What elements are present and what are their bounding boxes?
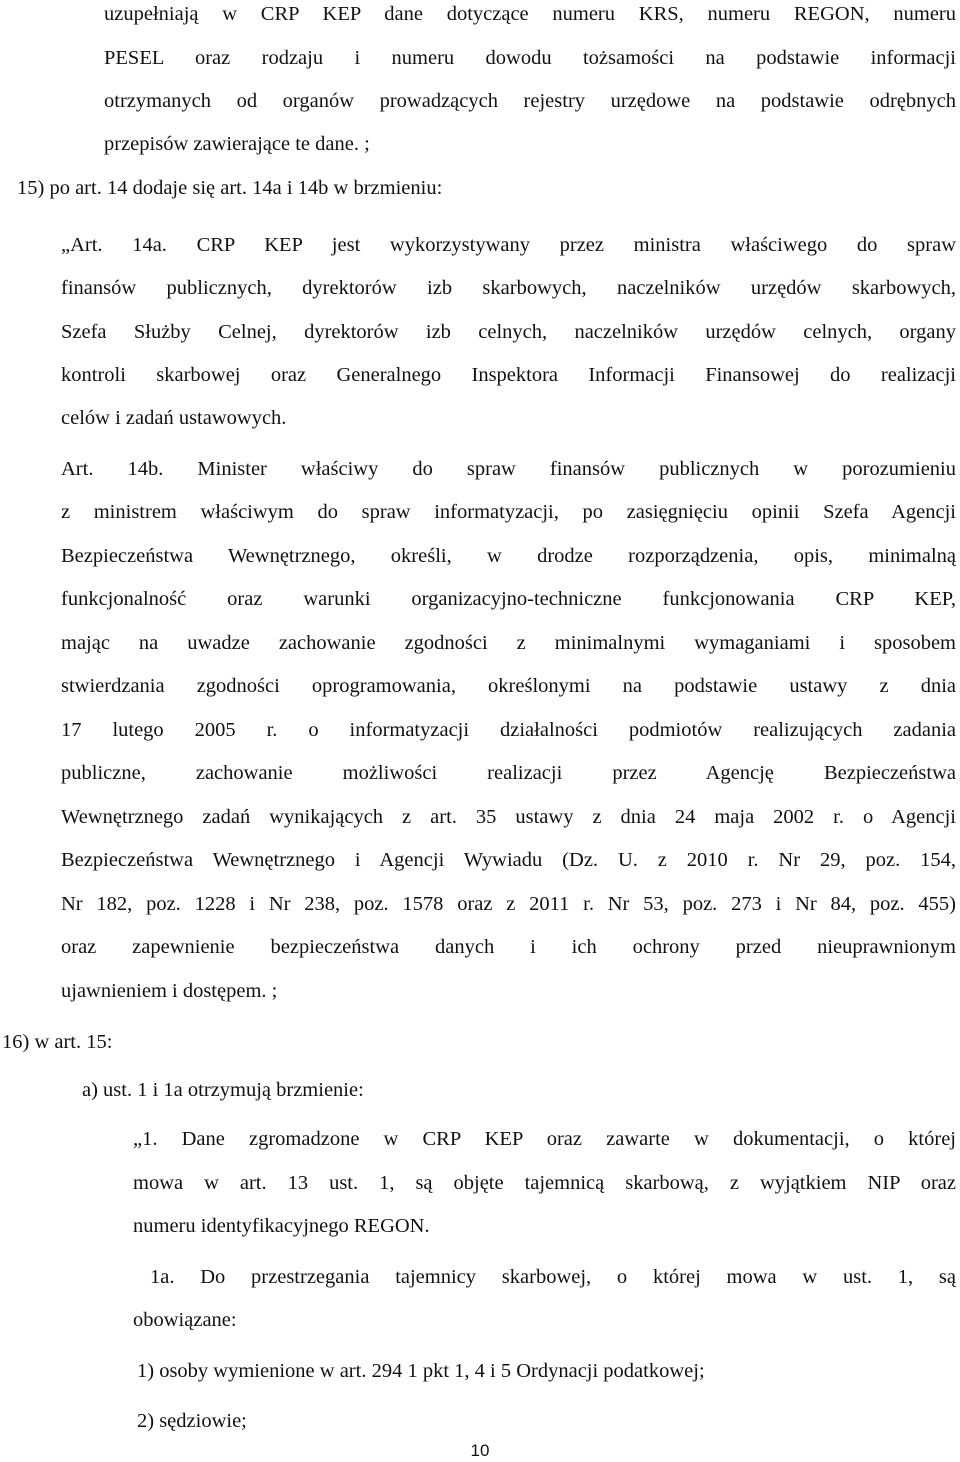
text-line: „1. Dane zgromadzone w CRP KEP oraz zawarte w dokumentacji, o której [133, 1128, 956, 1150]
text-line: 17 lutego 2005 r. o informatyzacji działalności podmiotów realizujących zadania [61, 719, 956, 741]
list-item-15: 15) po art. 14 dodaje się art. 14a i 14b w brzmieniu: [17, 177, 443, 199]
text-line: publiczne, zachowanie możliwości realizacji przez Agencję Bezpieczeństwa [61, 762, 956, 784]
text-line: Nr 182, poz. 1228 i Nr 238, poz. 1578 oraz z 2011 r. Nr 53, poz. 273 i Nr 84, poz. 455) [61, 893, 956, 915]
text-line: Bezpieczeństwa Wewnętrznego i Agencji Wywiadu (Dz. U. z 2010 r. Nr 29, poz. 154, [61, 849, 956, 871]
text-line: uzupełniają w CRP KEP dane dotyczące numeru KRS, numeru REGON, numeru [104, 3, 956, 25]
text-line: Szefa Służby Celnej, dyrektorów izb celnych, naczelników urzędów celnych, organy [61, 321, 956, 343]
text-line: obowiązane: [133, 1309, 237, 1331]
point-1: 1) osoby wymienione w art. 294 1 pkt 1, 4 i 5 Ordynacji podatkowej; [137, 1360, 705, 1382]
text-line: ujawnieniem i dostępem. ; [61, 980, 278, 1002]
text-line: stwierdzania zgodności oprogramowania, określonymi na podstawie ustawy z dnia [61, 675, 956, 697]
text-line: mowa w art. 13 ust. 1, są objęte tajemnicą skarbową, z wyjątkiem NIP oraz [133, 1172, 956, 1194]
text-line: celów i zadań ustawowych. [61, 407, 287, 429]
text-line: z ministrem właściwym do spraw informatyzacji, po zasięgnięciu opinii Szefa Agencji [61, 501, 956, 523]
text-line: kontroli skarbowej oraz Generalnego Inspektora Informacji Finansowej do realizacji [61, 364, 956, 386]
text-line: 1a. Do przestrzegania tajemnicy skarbowej, o której mowa w ust. 1, są [150, 1266, 956, 1288]
text-line: otrzymanych od organów prowadzących rejestry urzędowe na podstawie odrębnych [104, 90, 956, 112]
text-line: mając na uwadze zachowanie zgodności z minimalnymi wymaganiami i sposobem [61, 632, 956, 654]
text-line: numeru identyfikacyjnego REGON. [133, 1215, 430, 1237]
text-line: oraz zapewnienie bezpieczeństwa danych i ich ochrony przed nieuprawnionym [61, 936, 956, 958]
list-item-16: 16) w art. 15: [2, 1031, 113, 1053]
text-line: Wewnętrznego zadań wynikających z art. 35 ustawy z dnia 24 maja 2002 r. o Agencji [61, 806, 956, 828]
text-line: Art. 14b. Minister właściwy do spraw finansów publicznych w porozumieniu [61, 458, 956, 480]
page-number: 10 [470, 1441, 490, 1460]
point-2: 2) sędziowie; [137, 1410, 247, 1432]
text-line: funkcjonalność oraz warunki organizacyjno-techniczne funkcjonowania CRP KEP, [61, 588, 956, 610]
text-line: PESEL oraz rodzaju i numeru dowodu tożsamości na podstawie informacji [104, 47, 956, 69]
text-line: „Art. 14a. CRP KEP jest wykorzystywany przez ministra właściwego do spraw [61, 234, 956, 256]
sub-item-a: a) ust. 1 i 1a otrzymują brzmienie: [82, 1079, 364, 1101]
text-line: przepisów zawierające te dane. ; [104, 133, 370, 155]
text-line: Bezpieczeństwa Wewnętrznego, określi, w drodze rozporządzenia, opis, minimalną [61, 545, 956, 567]
text-line: finansów publicznych, dyrektorów izb skarbowych, naczelników urzędów skarbowych, [61, 277, 956, 299]
